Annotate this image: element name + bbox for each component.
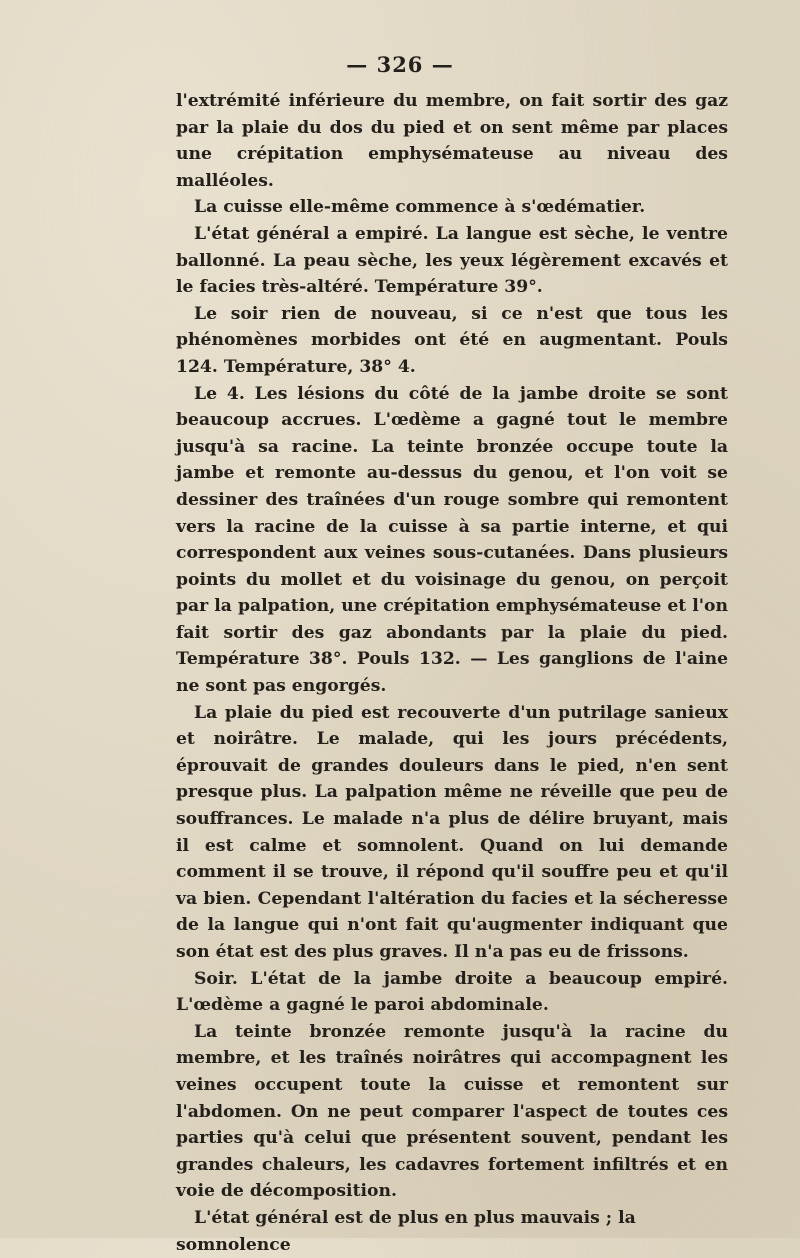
paragraph-unfinished: L'état général est de plus en plus mauvais ; la somnolence: [176, 1207, 636, 1255]
paragraph: Le soir rien de nouveau, si ce n'est que tous les phénomènes morbides ont été en augmentant. Pouls 124. Température, 38° 4.: [176, 303, 728, 377]
paragraph: Soir. L'état de la jambe droite a beaucoup empiré. L'œdème a gagné le paroi abdominale.: [176, 968, 728, 1016]
paragraph: Le 4. Les lésions du côté de la jambe droite se sont beaucoup accrues. L'œdème a gagné tout le membre jusqu'à sa racine. La teinte bronzée occupe toute la jambe et remonte au-dessus du genou, et l'on voit se dessiner des traînées d'un rouge sombre qui remontent vers la racine de la cuisse à sa partie interne, et qui correspondent aux veines sous-cutanées. Dans plusieurs points du mollet et du voisinage du genou, on perçoit par la palpation, une crépitation emphysémateuse et l'on fait sortir des gaz abondants par la plaie du pied. Température 38°. Pouls 132. — Les ganglions de l'aine ne sont pas engorgés.: [176, 383, 728, 697]
paragraph: L'état général a empiré. La langue est sèche, le ventre ballonné. La peau sèche, les yeux légèrement excavés et le facies très-altéré. Température 39°.: [176, 223, 728, 298]
paragraph: La teinte bronzée remonte jusqu'à la racine du membre, et les traînés noirâtres qui accompagnent les veines occupent toute la cuisse et remontent sur l'abdomen. On ne peut comparer l'aspect de toutes ces parties qu'à celui que présentent souvent, pendant les grandes chaleurs, les cadavres fortement infiltrés et en voie de décomposition.: [176, 1021, 728, 1202]
page-number: — 326 —: [346, 52, 454, 77]
body-text: [176, 88, 728, 1258]
paragraph: La plaie du pied est recouverte d'un putrilage sanieux et noirâtre. Le malade, qui les jours précédents, éprouvait de grandes douleurs dans le pied, n'en sent presque plus. La palpation même ne réveille que peu de souffrances. Le malade n'a plus de délire bruyant, mais il est calme et somnolent. Quand on lui demande comment il se trouve, il répond qu'il souffre peu et qu'il va bien. Cependant l'altération du facies et la sécheresse de la langue qui n'ont fait qu'augmenter indiquant que son état est des plus graves. Il n'a pas eu de frissons.: [176, 702, 728, 962]
paragraph-continuation: l'extrémité inférieure du membre, on fait sortir des gaz par la plaie du dos du pied et on sent même par places une crépitation emphysémateuse au niveau des malléoles.: [176, 91, 728, 191]
paragraph: La cuisse elle-même commence à s'œdématier.: [194, 197, 646, 218]
